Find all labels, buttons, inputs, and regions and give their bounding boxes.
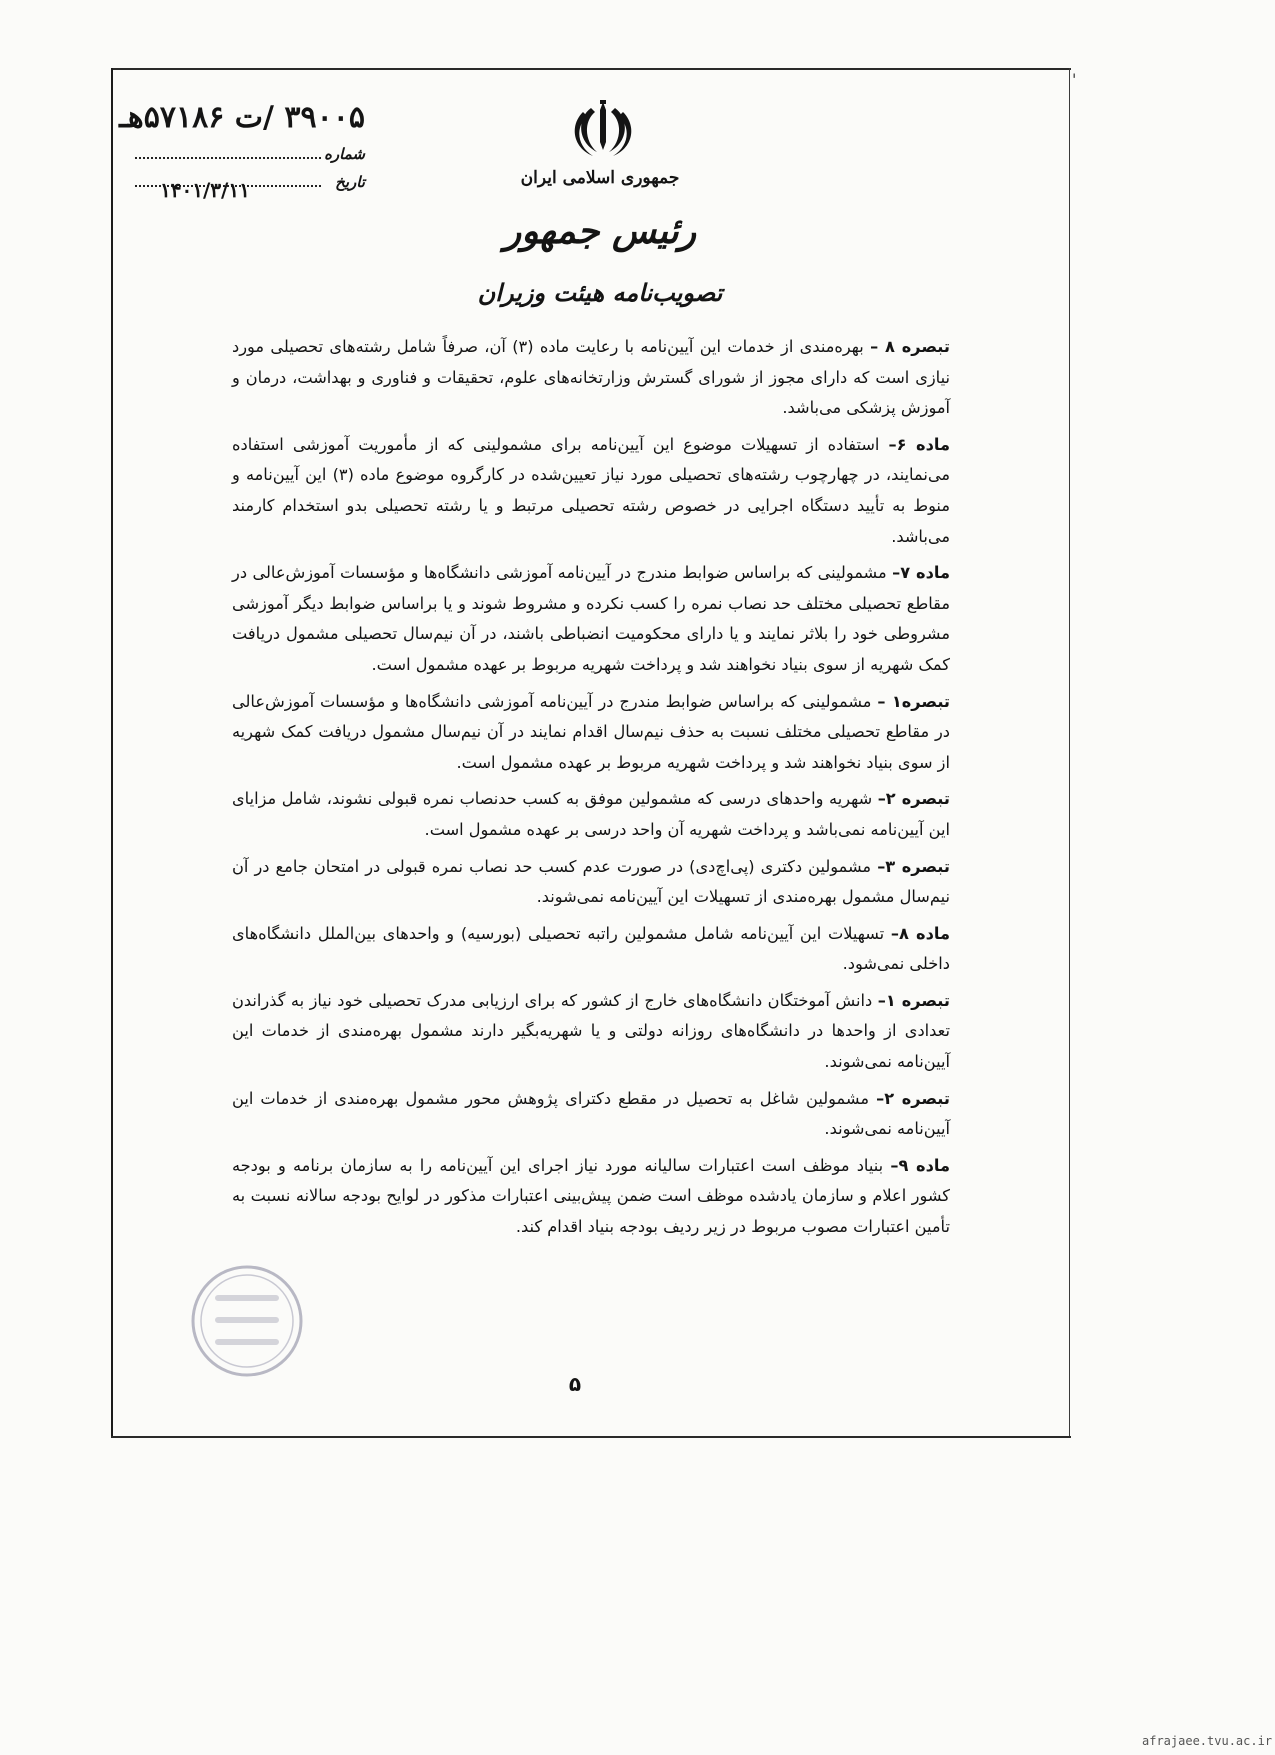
paragraph-text: مشمولینی که براساس ضوابط مندرج در آیین‌نامه آموزشی دانشگاه‌ها و مؤسسات آموزش‌عالی در مقاطع تحصیلی مختلف نسبت به حذف نیم‌سال اقدام نمایند در آن نیم‌سال مشمول دریافت کمک شهریه از سوی بنیاد نخواهند شد و پرداخت شهریه مربوط بر عهده مشمول است. [232,691,950,772]
paragraph-article-8-note-1 [232,986,950,1078]
number-dotted-line [135,143,321,159]
paragraph-article-7 [232,558,950,680]
paragraph-heading: تبصره ۱– [877,990,950,1010]
decree-title: تصویب‌نامه هیئت وزیران [477,278,723,307]
paragraph-article-8-note-2 [232,1084,950,1145]
office-stamp-icon [188,1262,306,1380]
paragraph-text: استفاده از تسهیلات موضوع این آیین‌نامه برای مشمولینی که از مأموریت آموزشی استفاده می‌نمایند، در چهارچوب رشته‌های تحصیلی مورد نیاز تعیین‌شده در کارگروه موضوع ماده (۳) این آیین‌نامه و منوط به تأیید دستگاه اجرایی در خصوص رشته تحصیلی مرتبط و یا رشته تحصیلی بدو استخدام کارمند می‌باشد. [232,434,950,546]
national-emblem-icon [567,98,639,162]
date-value: ۱۴۰۱/۳/۱۱ [160,178,250,202]
page-border-bottom [111,1436,1071,1438]
paragraph-note-8 [232,332,950,424]
paragraph-article-6 [232,430,950,552]
paragraph-heading: ماده ۸– [890,923,950,943]
number-row [135,143,365,163]
paragraph-article-7-note-2 [232,784,950,845]
paragraph-article-7-note-1 [232,687,950,779]
paragraph-text: مشمولینی که براساس ضوابط مندرج در آیین‌نامه آموزشی دانشگاه‌ها و مؤسسات آموزش‌عالی در مقاطع تحصیلی مختلف حد نصاب نمره را کسب نکرده و مشروط شوند و یا براساس ضوابط دیگر آموزشی مشروطی خود را بلاثر نمایند و یا دارای محکومیت انضباطی باشند، در آن نیم‌سال تحصیلی مشمول دریافت کمک شهریه از سوی بنیاد نخواهند شد و پرداخت شهریه مربوط بر عهده مشمول است. [232,563,950,674]
paragraph-text: دانش آموختگان دانشگاه‌های خارج از کشور که برای ارزیابی مدرک تحصیلی خود نیاز به گذراندن تعدادی از واحدها در دانشگاه‌های روزانه دولتی و یا شهریه‌بگیر دارند مشمول بهره‌مندی از خدمات این آیین‌نامه نمی‌شوند. [232,990,950,1072]
paragraph-heading: ماده ۹– [890,1155,950,1175]
paragraph-article-8 [232,919,950,980]
paragraph-heading: ماده ۷– [892,563,950,583]
page-border-top [111,68,1071,70]
paragraph-article-7-note-3 [232,852,950,913]
paragraph-text: تسهیلات این آیین‌نامه شامل مشمولین راتبه تحصیلی (بورسیه) و واحدهای بین‌الملل دانشگاه‌های داخلی نمی‌شود. [232,923,950,974]
paragraph-heading: تبصره ۲– [876,1088,950,1108]
document-body [232,332,950,1249]
paragraph-heading: ماده ۶– [888,434,950,454]
paragraph-heading: تبصره ۳– [877,856,950,876]
page-border-left [111,68,113,1438]
number-label: شماره [324,145,365,163]
paragraph-heading: تبصره ۲– [877,789,950,809]
paragraph-text: مشمولین شاغل به تحصیل در مقطع دکترای پژوهش محور مشمول بهره‌مندی از خدمات این آیین‌نامه نمی‌شوند. [232,1088,950,1139]
paragraph-heading: تبصره ۸ – [870,337,950,356]
page-number: ۵ [568,1372,582,1396]
letter-number: ۳۹۰۰۵ /ت ۵۷۱۸۶هـ [119,100,365,135]
office-name: رئیس جمهور [503,210,697,252]
country-name: جمهوری اسلامی ایران [520,168,680,188]
page-border-right [1069,68,1070,1438]
paragraph-article-9 [232,1151,950,1243]
paragraph-heading: تبصره۱ – [877,691,951,711]
scan-corner-mark: ' [1072,70,1077,89]
paragraph-text: بهره‌مندی از خدمات این آیین‌نامه با رعایت ماده (۳) آن، صرفاً شامل رشته‌های تحصیلی مورد نیازی است که دارای مجوز از شورای گسترش وزارتخانه‌های علوم، تحقیقات و فناوری و بهداشت، درمان و آموزش پزشکی می‌باشد. [232,337,950,418]
paragraph-text: بنیاد موظف است اعتبارات سالیانه مورد نیاز اجرای این آیین‌نامه را به سازمان برنامه و بودجه کشور اعلام و سازمان یادشده موظف است ضمن پیش‌بینی اعتبارات مذکور در لوایح بودجه سالانه نسبت به تأمین اعتبارات مصوب مربوط در زیر ردیف بودجه بنیاد اقدام کند. [232,1155,950,1237]
date-label: تاریخ [335,173,365,191]
paragraph-text: شهریه واحدهای درسی که مشمولین موفق به کسب حدنصاب نمره قبولی نشوند، شامل مزایای این آیین‌نامه نمی‌باشد و پرداخت شهریه آن واحد درسی بر عهده مشمول است. [232,789,950,839]
paragraph-text: مشمولین دکتری (پی‌اچ‌دی) در صورت عدم کسب حد نصاب نمره قبولی در امتحان جامع در آن نیم‌سال مشمول بهره‌مندی از تسهیلات این آیین‌نامه نمی‌شوند. [232,856,950,907]
site-watermark: afrajaee.tvu.ac.ir [1142,1734,1273,1748]
